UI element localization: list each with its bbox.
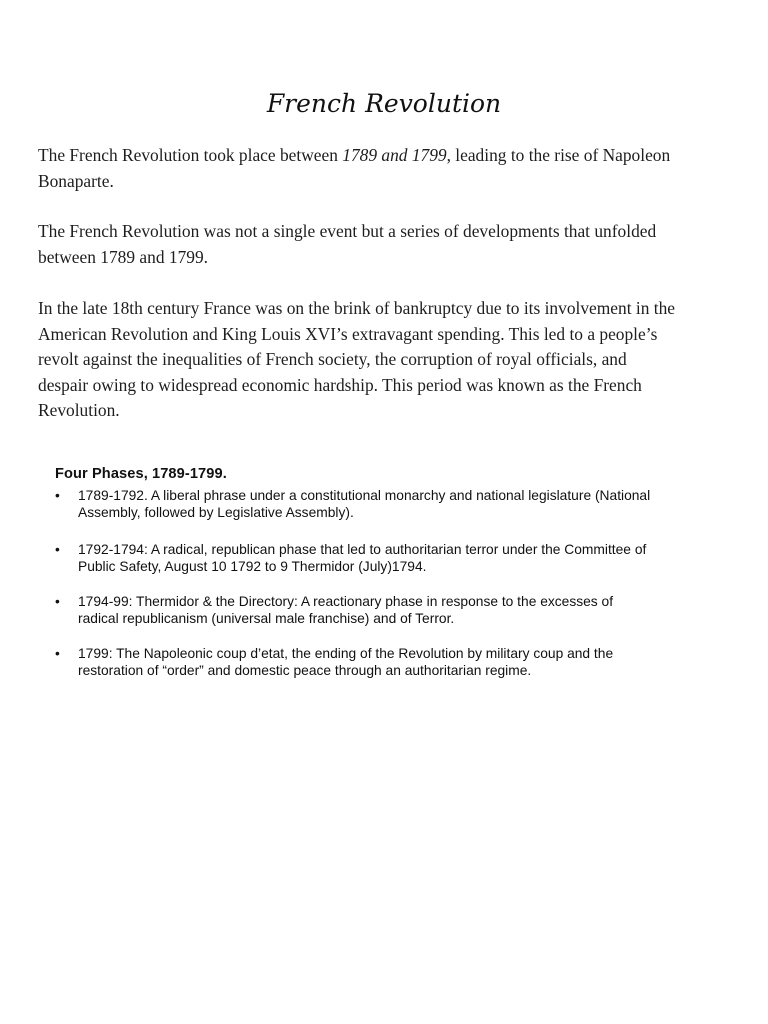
phase-item xyxy=(55,541,655,575)
phases-heading: Four Phases, 1789-1799. xyxy=(55,466,227,482)
phase-item xyxy=(55,487,655,521)
date-range-emphasis: 1789 and 1799 xyxy=(342,145,447,165)
bullet-icon: • xyxy=(55,542,60,557)
bullet-icon: • xyxy=(55,488,60,503)
intro-text-end: , leading to the rise of Napoleon Bonaparte. xyxy=(38,145,671,191)
series-paragraph: The French Revolution was not a single event but a series of developments that unfolded between 1789 and 1799. xyxy=(38,221,657,267)
phase-text: 1789-1792. A liberal phrase under a constitutional monarchy and national legislature (National Assembly, followed by Legislative Assembly). xyxy=(78,488,651,520)
phase-item xyxy=(55,645,655,679)
phase-text: 1792-1794: A radical, republican phase that led to authoritarian terror under the Committee of Public Safety, August 10 1792 to 9 Thermidor (July)1794. xyxy=(78,542,647,574)
bullet-icon: • xyxy=(55,646,60,661)
intro-text-start: The French Revolution took place between xyxy=(38,145,343,165)
phase-text: 1799: The Napoleonic coup d’etat, the ending of the Revolution by military coup and the restoration of “order” and domestic peace through an authoritarian regime. xyxy=(78,646,614,678)
phases-figure xyxy=(40,462,660,707)
bullet-icon: • xyxy=(55,594,60,609)
phase-item xyxy=(55,593,655,627)
phase-text: 1794-99: Thermidor & the Directory: A reactionary phase in response to the excesses of radical republicanism (universal male franchise) and of Terror. xyxy=(78,594,614,626)
causes-paragraph: In the late 18th century France was on the brink of bankruptcy due to its involvement in the American Revolution and King Louis XVI’s extravagant spending. This led to a people’s revolt against the inequalities of French society, the corruption of royal officials, and despair owing to widespread economic hardship. This period was known as the French Revolution. xyxy=(38,298,676,420)
page-title: French Revolution xyxy=(266,89,502,118)
intro-paragraph xyxy=(38,143,678,194)
